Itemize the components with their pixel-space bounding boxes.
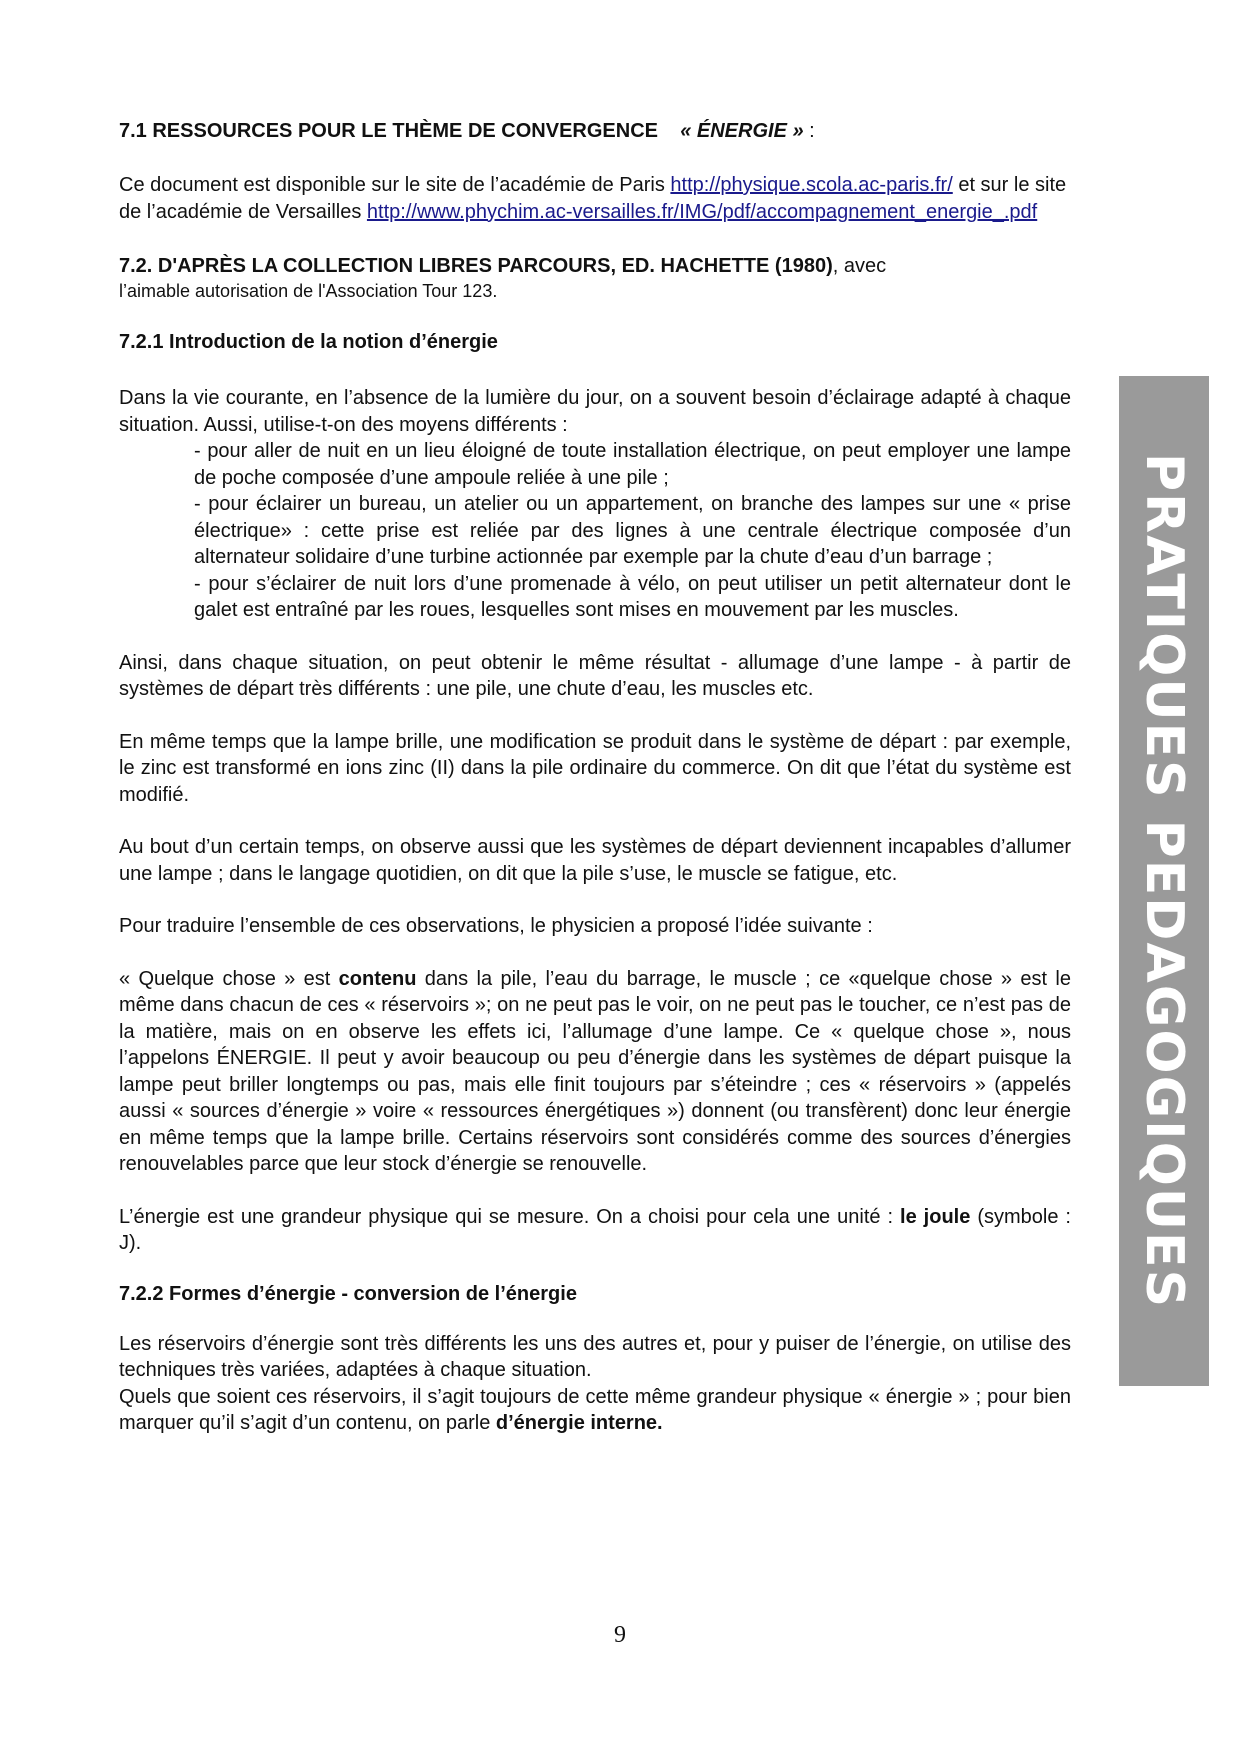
paris-link[interactable]: http://physique.scola.ac-paris.fr/ bbox=[670, 174, 953, 196]
paragraph-internal-energy bbox=[119, 1384, 1071, 1437]
paragraph-reservoirs: Les réservoirs d’énergie sont très différents les uns des autres et, pour y puiser de l’énergie, on utilise des techniques très variées, adaptées à chaque situation. bbox=[119, 1332, 1071, 1381]
section-7-2-1-heading: 7.2.1 Introduction de la notion d’énergie bbox=[119, 331, 498, 353]
section-7-2-heading bbox=[119, 253, 1071, 279]
para7-rest: (symbole : J). bbox=[119, 1205, 1071, 1254]
section-7-1-colon: : bbox=[803, 120, 815, 142]
paragraph-joule bbox=[119, 1204, 1071, 1257]
versailles-link[interactable]: http://www.phychim.ac-versailles.fr/IMG/pdf/accompagnement_energie_.pdf bbox=[366, 200, 1038, 223]
section-7-1-title: 7.1 RESSOURCES POUR LE THÈME DE CONVERGENCE bbox=[119, 120, 658, 142]
para-internal-bold: d’énergie interne. bbox=[495, 1412, 663, 1434]
paragraph-energy-definition bbox=[119, 966, 1071, 1178]
bullet-item-3: - pour s’éclairer de nuit lors d’une promenade à vélo, on peut utiliser un petit alternateur dont le galet est entraîné par les roues, lesquelles sont mises en mouvement par les muscles. bbox=[194, 572, 1071, 621]
section-7-2-2-heading: 7.2.2 Formes d’énergie - conversion de l’énergie bbox=[119, 1282, 577, 1305]
section-7-2-credit: l’aimable autorisation de l'Association Tour 123. bbox=[119, 281, 498, 301]
resources-text-1: Ce document est disponible sur le site de l’académie de Paris bbox=[119, 174, 671, 196]
paragraph-result: Ainsi, dans chaque situation, on peut obtenir le même résultat - allumage d’une lampe - à partir de systèmes de départ très différents : une pile, une chute d’eau, les muscles etc. bbox=[119, 651, 1071, 700]
sidebar-label: PRATIQUES PEDAGOGIQUES bbox=[1134, 452, 1194, 1310]
page-number: 9 bbox=[614, 1622, 626, 1648]
bullet-item-1: - pour aller de nuit en un lieu éloigné de toute installation électrique, on peut employer une lampe de poche composée d’une ampoule reliée à une pile ; bbox=[194, 440, 1071, 489]
paragraph-idea: Pour traduire l’ensemble de ces observations, le physicien a proposé l’idée suivante : bbox=[119, 915, 873, 937]
para7-start: L’énergie est une grandeur physique qui se mesure. On a choisi pour cela une unité : bbox=[119, 1205, 901, 1228]
para-internal-start: Quels que soient ces réservoirs, il s’agit toujours de cette même grandeur physique « énergie » ; pour bien marquer qu’il s’agit d’un contenu, on parle bbox=[119, 1385, 1071, 1434]
para7-bold: le joule bbox=[900, 1205, 971, 1228]
page-content bbox=[119, 118, 1071, 1437]
para6-bold: contenu bbox=[338, 967, 417, 990]
para6-start: « Quelque chose » est bbox=[119, 967, 339, 990]
bullet-item-2: - pour éclairer un bureau, un atelier ou un appartement, on branche des lampes sur une « prise électrique» : cette prise est reliée par des lignes à une centrale électrique composée d’un alternateur solidaire d’une turbine actionnée par exemple par la chute d’eau d’un barrage ; bbox=[194, 493, 1071, 568]
para6-rest: dans la pile, l’eau du barrage, le muscle ; ce «quelque chose » est le même dans chacun de ces « réservoirs »; on ne peut pas le voir, on ne peut pas le toucher, ce n’est pas de la matière, mais on en observe les effets ici, l’allumage d’une lampe. Ce « quelque chose », nous l’appelons ÉNERGIE. Il peut y avoir beaucoup ou peu d’énergie dans les systèmes de départ puisque la lampe peut briller longtemps ou pas, mais elle finit toujours par s’éteindre ; ces « réservoirs » (appelés aussi « sources d’énergie » voire « ressources énergétiques ») donnent (ou transfèrent) donc leur énergie en même temps que la lampe brille. Certains réservoirs sont considérés comme des sources d’énergies renouvelables parce que leur stock d’énergie se renouvelle. bbox=[119, 967, 1071, 1175]
paragraph-exhaustion: Au bout d’un certain temps, on observe aussi que les systèmes de départ deviennent incapables d’allumer une lampe ; dans le langage quotidien, on dit que la pile s’use, le muscle se fatigue, etc. bbox=[119, 836, 1071, 885]
section-7-1-heading bbox=[119, 118, 1071, 144]
paragraph-modification: En même temps que la lampe brille, une modification se produit dans le système de départ : par exemple, le zinc est transformé en ions zinc (II) dans la pile ordinaire du commerce. On dit que l’état du système est modifié. bbox=[119, 730, 1071, 806]
section-7-2-suffix: , avec bbox=[832, 255, 887, 277]
intro-paragraph: Dans la vie courante, en l’absence de la lumière du jour, on a souvent besoin d’éclairage adapté à chaque situation. Aussi, utilise-t-on des moyens différents : bbox=[119, 387, 1071, 436]
resources-paragraph bbox=[119, 172, 1071, 225]
sidebar-banner bbox=[1119, 376, 1209, 1386]
section-7-2-title: 7.2. D'APRÈS LA COLLECTION LIBRES PARCOURS, ED. HACHETTE (1980) bbox=[119, 255, 833, 277]
section-7-1-title-em: « ÉNERGIE » bbox=[680, 120, 804, 142]
resources-text-2: et sur le site de l’académie de Versailles bbox=[119, 174, 1067, 223]
